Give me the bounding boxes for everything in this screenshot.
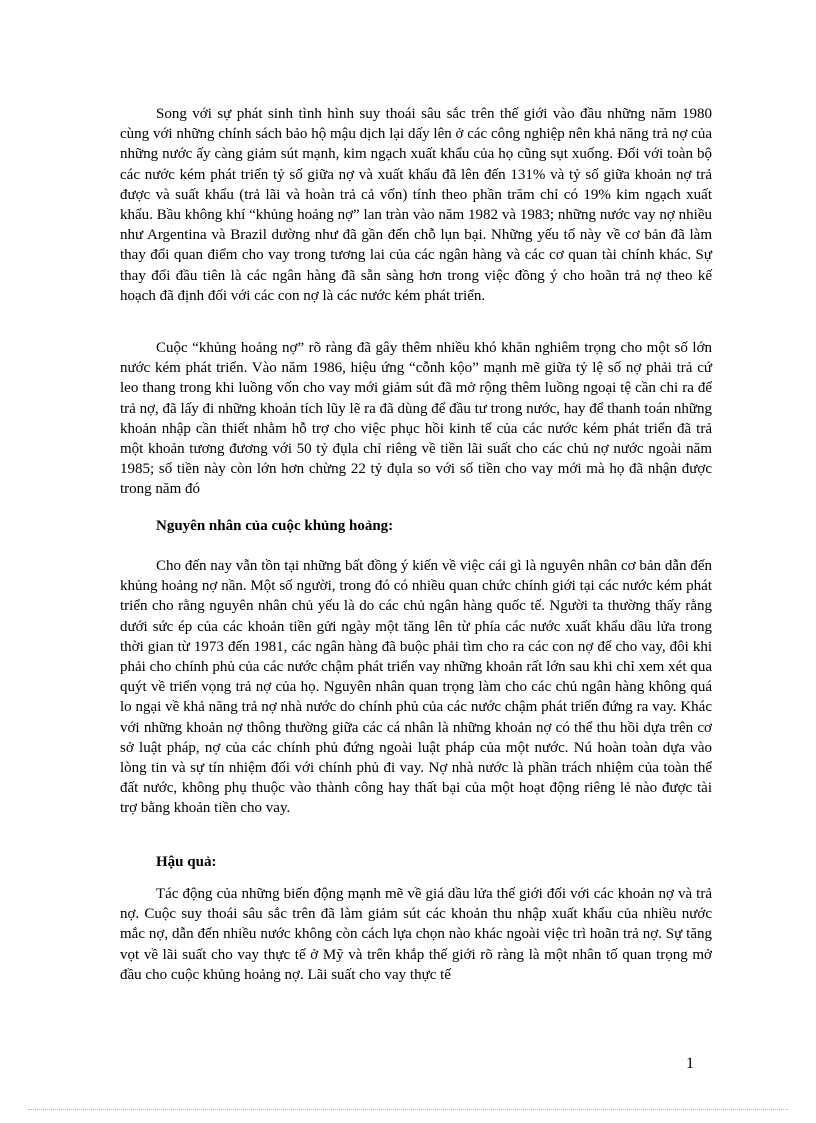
- section-heading-consequences: Hậu quả:: [156, 854, 217, 870]
- body-paragraph-1: Song với sự phát sinh tình hình suy thoái sâu sắc trên thế giới vào đầu những năm 1980 cùng với những chính sách bảo hộ mậu dịch lại dấy lên ở các công nghiệp nên khả năng trả nợ của những nước ấy càng giảm sút mạnh, kim ngạch xuất khẩu của họ cũng sụt xuống. Đối với toàn bộ các nước kém phát triển tỷ số giữa nợ và xuất khẩu đã lên đến 131% và tỷ số giữa khoản nợ trả được và suất khẩu (trả lãi và hoàn trả cả vốn) tính theo phần trăm chỉ có 19% kim ngạch xuất khẩu. Bầu không khí “khủng hoảng nợ” lan tràn vào năm 1982 và 1983; những nước vay nợ nhiều như Argentina và Brazil dường như đã gần đến chỗ lụn bại. Những yếu tố này về cơ bản đã làm thay đổi quan điểm cho vay trong tương lai của các ngân hàng và các cơ quan tài chính khác. Sự thay đổi đầu tiên là các ngân hàng đã sẵn sàng hơn trong việc đồng ý cho hoãn trả nợ theo kế hoạch đã định đối với các con nợ là các nước kém phát triển.: [120, 106, 712, 304]
- page-bottom-divider: [28, 1109, 788, 1110]
- body-paragraph-4: Tác động của những biến động mạnh mẽ về giá dầu lửa thế giới đối với các khoản nợ và trả nợ. Cuộc suy thoái sâu sắc trên đã làm giảm sút các khoản thu nhập xuất khẩu của nhiều nước mắc nợ, dẫn đến nhiều nước không còn cách lựa chọn nào khác ngoài việc trì hoãn trả nợ. Sự tăng vọt về lãi suất cho vay thực tế ở Mỹ và trên khắp thế giới rõ ràng là một nhân tố quan trọng mở đầu cho cuộc khủng hoảng nợ. Lãi suất cho vay thực tế: [120, 886, 712, 983]
- section-heading-causes: Nguyên nhân của cuộc khủng hoảng:: [156, 518, 394, 534]
- body-paragraph-2: Cuộc “khủng hoảng nợ” rõ ràng đã gây thêm nhiều khó khăn nghiêm trọng cho một số lớn nước kém phát triển. Vào năm 1986, hiệu ứng “cỗnh kộo” mạnh mẽ giữa tỷ lệ số nợ phải trả cứ leo thang trong khi luồng vốn cho vay mới giảm sút đã mở rộng thêm luồng ngoại tệ cần chi ra để trả nợ, đã lấy đi những khoản tích lũy lẽ ra đã dùng để đầu tư trong nước, hay để thanh toán những khoản nhập cần thiết nhằm hỗ trợ cho việc phục hồi kinh tế của các nước kém phát triển đã trả một khoản tương đương với 50 tỷ đụla chỉ riêng về tiền lãi suất cho các chủ nợ nước ngoài năm 1985; số tiền này còn lớn hơn chừng 22 tỷ đụla so với số tiền cho vay mới mà họ đã nhận được trong năm đó: [120, 340, 712, 498]
- body-paragraph-3: Cho đến nay vẫn tồn tại những bất đồng ý kiến về việc cái gì là nguyên nhân cơ bản dẫn đến khủng hoảng nợ nần. Một số người, trong đó có nhiều quan chức chính giới tại các nước kém phát triển cho rằng nguyên nhân chủ yếu là do các chủ ngân hàng quốc tế. Người ta thường thấy rằng dưới sức ép của các khoản tiền gửi ngày một tăng lên từ phía các nước xuất khẩu dầu lửa trong thời gian từ 1973 đến 1981, các ngân hàng đã buộc phải tìm cho ra các con nợ để cho vay, đôi khi phải cho chính phủ của các nước chậm phát triển vay những khoản rất lớn sau khi chỉ xem xét qua quýt về triển vọng trả nợ của họ. Nguyên nhân quan trọng làm cho các chủ ngân hàng không quá lo ngại về khả năng trả nợ nhà nước do chính phủ của các nước chậm phát triển đứng ra vay. Khác với những khoản nợ thông thường giữa các cá nhân là những khoản nợ có thể thu hồi dựa trên cơ sở luật pháp, nợ của các chính phủ đứng ngoài luật pháp của một nước. Nú hoàn toàn dựa vào lòng tin và sự tín nhiệm đối với chính phủ đi vay. Nợ nhà nước là phần trách nhiệm của toàn thể đất nước, không phụ thuộc vào thành công hay thất bại của một hoạt động riêng lẻ nào được tài trợ bằng khoản tiền cho vay.: [120, 558, 712, 817]
- page-number: 1: [686, 1055, 694, 1072]
